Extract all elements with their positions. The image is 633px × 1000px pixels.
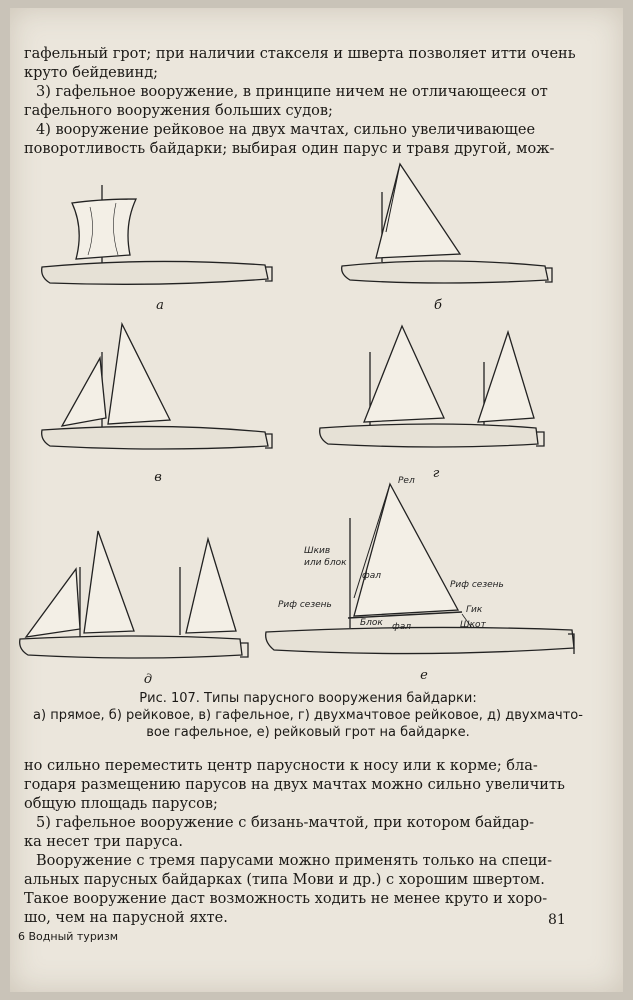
sail-part-shkiv: Шкив: [304, 546, 331, 556]
text-line: Вооружение с тремя парусами можно применять только на специ-: [36, 853, 553, 869]
page-number: 81: [548, 912, 566, 928]
boat-drawing-v: [40, 322, 280, 457]
caption-line: вое гафельное, е) рейковый грот на байдарке.: [146, 725, 470, 740]
text-line: 5) гафельное вооружение с бизань-мачтой, при котором байдар-: [36, 815, 534, 831]
figure-label-g: г: [432, 466, 440, 481]
boat-drawing-d: [18, 527, 253, 667]
sail-part-fal-lower: фал: [392, 622, 411, 632]
figure-label-b: б: [434, 298, 442, 313]
figure-label-v: в: [154, 470, 162, 485]
sail-part-rel: Рел: [398, 476, 415, 486]
sail-part-blok: Блок: [360, 618, 383, 628]
sail-part-shkot: Шкот: [460, 620, 486, 630]
boat-drawing-a: [40, 185, 280, 295]
text-line: гафельного вооружения больших судов;: [24, 103, 333, 119]
caption-line: Рис. 107. Типы парусного вооружения байдарки:: [139, 691, 477, 706]
boat-drawing-b: [340, 162, 555, 292]
caption-line: а) прямое, б) рейковое, в) гафельное, г) двухмачтовое рейковое, д) двухмачто-: [33, 708, 583, 723]
boat-drawing-g: [318, 322, 558, 457]
text-line: общую площадь парусов;: [24, 796, 218, 812]
text-line: гафельный грот; при наличии стакселя и шверта позволяет итти очень: [24, 46, 576, 62]
text-line: шо, чем на парусной яхте.: [24, 910, 228, 926]
sail-part-ili-blok: или блок: [304, 558, 347, 568]
top-paragraphs: [24, 45, 576, 159]
text-line: поворотливость байдарки; выбирая один парус и травя другой, мож-: [24, 141, 555, 157]
sail-part-rif-sezen-left: Риф сезень: [278, 600, 332, 610]
figure-label-d: д: [143, 672, 153, 687]
printer-signature: 6 Водный туризм: [18, 930, 119, 943]
text-line: Такое вооружение даст возможность ходить не менее круто и хоро-: [24, 891, 548, 907]
text-line: 4) вооружение рейковое на двух мачтах, сильно увеличивающее: [36, 122, 536, 138]
sail-part-gik: Гик: [466, 605, 483, 615]
text-line: годаря размещению парусов на двух мачтах можно сильно увеличить: [24, 777, 565, 793]
sail-part-rif-sezen-right: Риф сезень: [450, 580, 504, 590]
bottom-paragraphs: [24, 757, 572, 928]
text-line: ка несет три паруса.: [24, 834, 183, 850]
figure-label-a: а: [156, 298, 164, 313]
sail-part-fal-upper: фал: [362, 571, 381, 581]
figure-label-e: е: [420, 668, 428, 683]
text-line: альных парусных байдарках (типа Мови и др.) с хорошим швертом.: [24, 872, 545, 888]
text-line: но сильно переместить центр парусности к носу или к корме; бла-: [24, 758, 538, 774]
text-line: круто бейдевинд;: [24, 65, 159, 81]
text-line: 3) гафельное вооружение, в принципе ничем не отличающееся от: [36, 84, 548, 100]
figure-caption: [28, 690, 588, 741]
boat-drawing-e: [262, 478, 582, 668]
